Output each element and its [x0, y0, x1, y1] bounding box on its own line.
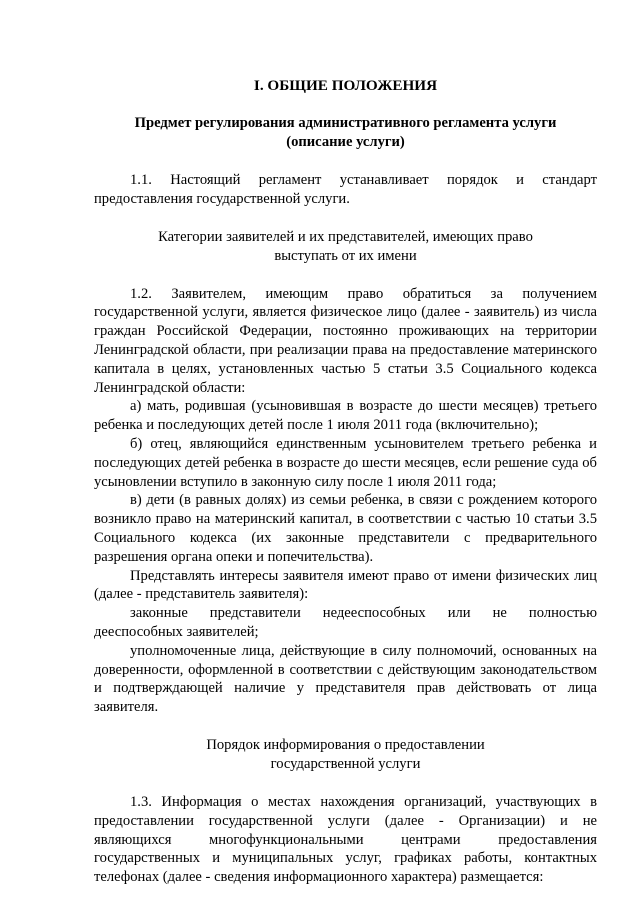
section-heading-applicants [94, 228, 597, 266]
paragraph-item-v: в) дети (в равных долях) из семьи ребенка, в связи с рождением которого возникло право на материнский капитал, в соответствии с частью 10 статьи 3.5 Социального кодекса (их законные представители с предварительного разрешения органа опеки и попечительства). [94, 492, 597, 565]
paragraph-1-1: 1.1. Настоящий регламент устанавливает порядок и стандарт предоставления государственной услуги. [94, 172, 597, 207]
paragraph-1-3: 1.3. Информация о местах нахождения организаций, участвующих в предоставлении государственной услуги (далее - Организации) и не являющихся многофункциональными центрами предоставления государственных и муниципальных услуг, графиках работы, контактных телефонах (далее - сведения информационного характера) размещается: [94, 793, 597, 886]
paragraph-item-a: а) мать, родившая (усыновившая в возрасте до шести месяцев) третьего ребенка и последующих детей после 1 июля 2011 года (включительно); [94, 398, 597, 434]
section-heading-informing [94, 736, 597, 774]
paragraph-authorized-persons: уполномоченные лица, действующие в силу полномочий, основанных на доверенности, оформленной в соответствии с действующим законодательством и подтверждающей наличие у представителя прав действовать от лица заявителя. [94, 642, 597, 716]
section-heading-informing-line1: Порядок информирования о предоставлении [206, 736, 485, 753]
document-body [94, 76, 597, 887]
section-heading-applicants-line1: Категории заявителей и их представителей, имеющих право [158, 228, 533, 245]
section-heading-informing-line2: государственной услуги [270, 755, 421, 772]
section-heading-subject [94, 114, 597, 152]
section-heading-subject-line2: (описание услуги) [286, 134, 405, 150]
document-title: I. ОБЩИЕ ПОЛОЖЕНИЯ [253, 77, 438, 94]
paragraph-representatives: Представлять интересы заявителя имеют право от имени физических лиц (далее - представитель заявителя): [94, 567, 597, 603]
paragraph-item-b: б) отец, являющийся единственным усыновителем третьего ребенка и последующих детей ребенка в возрасте до шести месяцев, если решение суда об усыновлении вступило в законную силу после 1 июля 2011 года; [94, 435, 597, 490]
section-heading-applicants-line2: выступать от их имени [274, 247, 417, 264]
section-heading-subject-line1: Предмет регулирования административного регламента услуги [134, 115, 557, 131]
paragraph-legal-representatives: законные представители недееспособных или не полностью дееспособных заявителей; [94, 605, 597, 640]
paragraph-1-2: 1.2. Заявителем, имеющим право обратиться за получением государственной услуги, является физическое лицо (далее - заявитель) из числа граждан Российской Федерации, постоянно проживающих на территории Ленинградской области, при реализации права на предоставление материнского капитала в целях, установленных частью 5 статьи 3.5 Социального кодекса Ленинградской области: [94, 285, 597, 396]
